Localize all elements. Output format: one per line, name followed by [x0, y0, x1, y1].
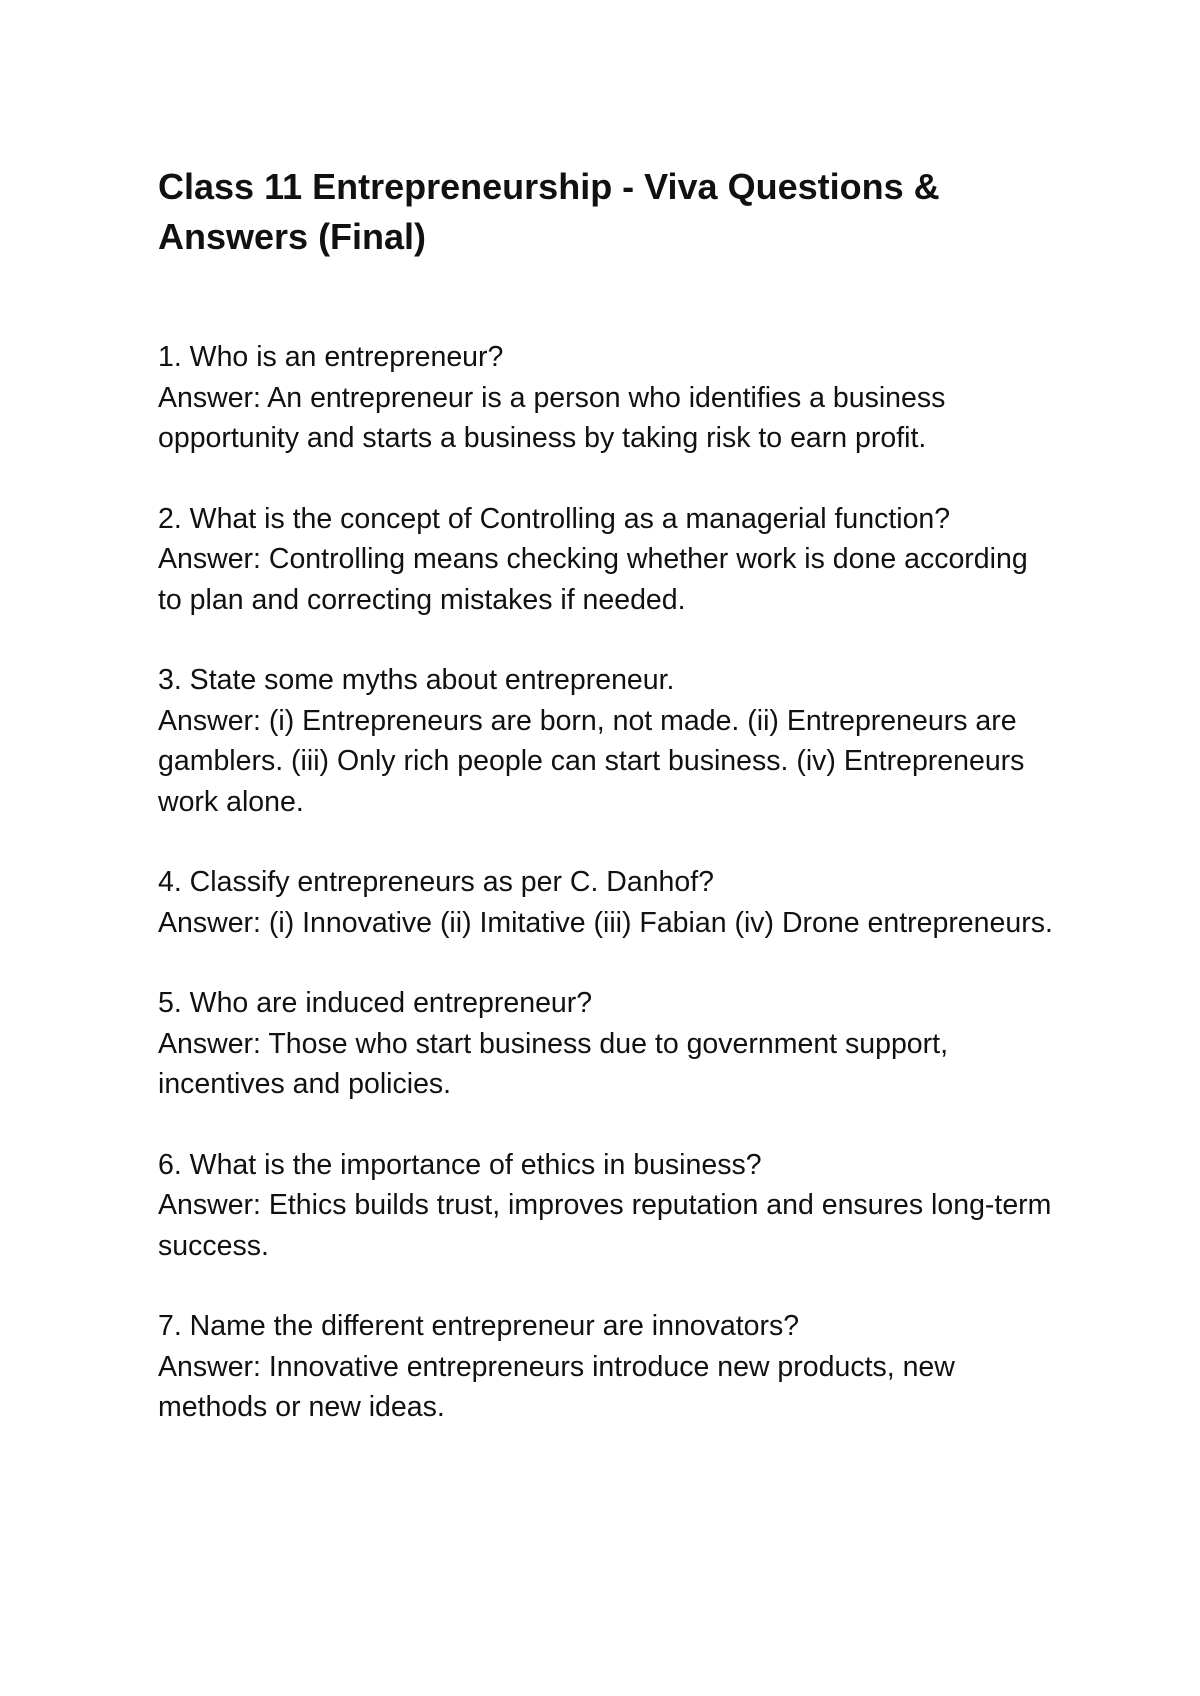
answer-5: Answer: Those who start business due to government support, incentives and policies. — [158, 1027, 948, 1100]
qa-item-5 — [158, 983, 1058, 1105]
qa-item-3 — [158, 660, 1058, 822]
qa-item-1 — [158, 337, 1058, 459]
question-4: 4. Classify entrepreneurs as per C. Danhof? — [158, 866, 715, 898]
question-1: 1. Who is an entrepreneur? — [158, 341, 504, 373]
question-5: 5. Who are induced entrepreneur? — [158, 987, 593, 1019]
answer-6: Answer: Ethics builds trust, improves reputation and ensures long-term success. — [158, 1189, 1052, 1262]
qa-item-6 — [158, 1145, 1058, 1267]
qa-item-7 — [158, 1306, 1058, 1428]
answer-3: Answer: (i) Entrepreneurs are born, not made. (ii) Entrepreneurs are gamblers. (iii) Only rich people can start business. (iv) Entrepreneurs work alone. — [158, 704, 1025, 818]
qa-item-2 — [158, 499, 1058, 621]
answer-7: Answer: Innovative entrepreneurs introduce new products, new methods or new ideas. — [158, 1350, 955, 1423]
answer-2: Answer: Controlling means checking whether work is done according to plan and correcting mistakes if needed. — [158, 543, 1028, 616]
question-6: 6. What is the importance of ethics in business? — [158, 1148, 762, 1181]
document-title: Class 11 Entrepreneurship - Viva Questions & Answers (Final) — [158, 166, 940, 257]
answer-4: Answer: (i) Innovative (ii) Imitative (iii) Fabian (iv) Drone entrepreneurs. — [158, 906, 1053, 939]
question-3: 3. State some myths about entrepreneur. — [158, 664, 675, 696]
answer-1: Answer: An entrepreneur is a person who identifies a business opportunity and starts a business by taking risk to earn profit. — [158, 381, 946, 454]
qa-item-4 — [158, 862, 1058, 943]
question-7: 7. Name the different entrepreneur are innovators? — [158, 1310, 800, 1342]
question-2: 2. What is the concept of Controlling as a managerial function? — [158, 502, 951, 535]
qa-list — [158, 337, 1058, 1468]
